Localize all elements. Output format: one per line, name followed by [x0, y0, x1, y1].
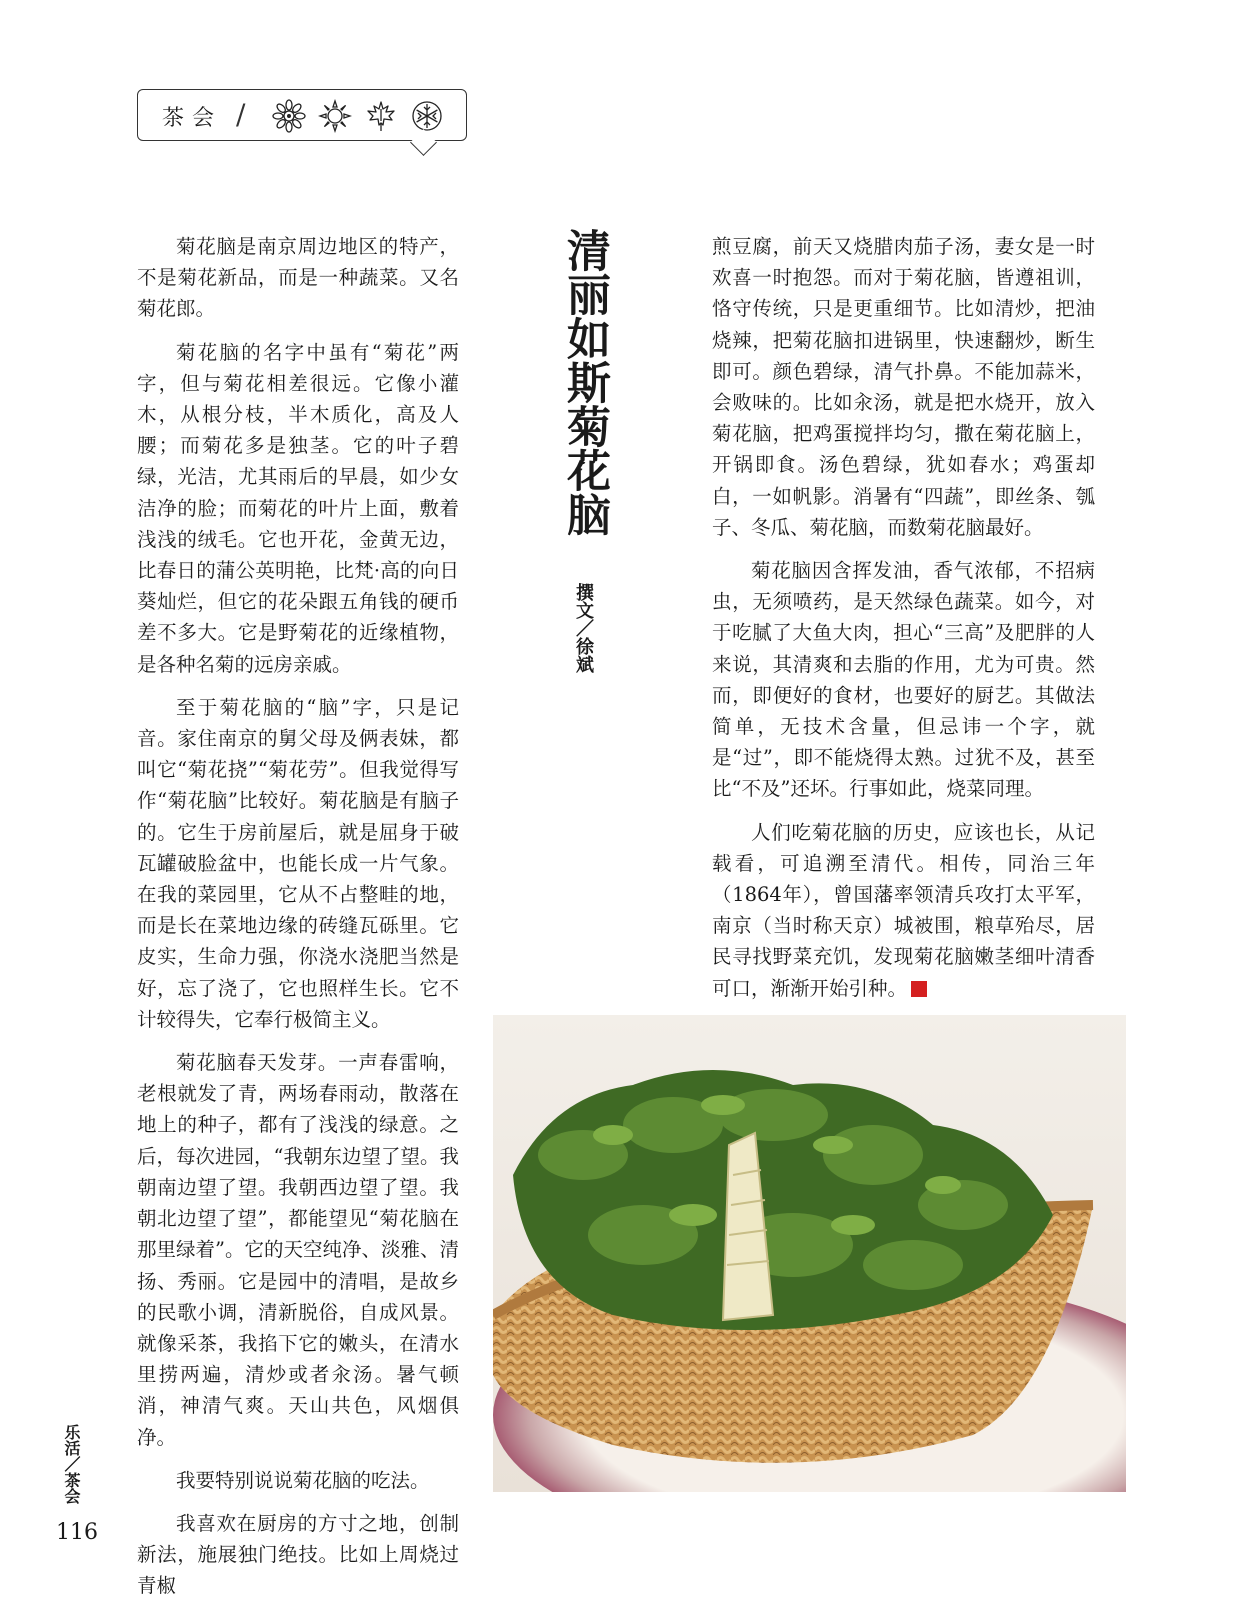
sunflower-icon: [272, 99, 306, 133]
header-divider: /: [236, 98, 246, 131]
section-header-tab: [137, 89, 467, 141]
paragraph-text: 人们吃菊花脑的历史，应该也长，从记载看，可追溯至清代。相传，同治三年（1864年），曾国藩率领清兵攻打太平军，南京（当时称天京）城被围，粮草殆尽，居民寻找野菜充饥，发现菊花脑嫩茎细叶清香可口，渐渐开始引种。: [712, 820, 1095, 1000]
footer-section-label: 乐活／茶会: [62, 1424, 81, 1504]
sun-icon: [318, 99, 352, 133]
paragraph: 菊花脑因含挥发油，香气浓郁，不招病虫，无须喷药，是天然绿色蔬菜。如今，对于吃腻了大鱼大肉，担心“三高”及肥胖的人来说，其清爽和去脂的作用，尤为可贵。然而，即便好的食材，也要好的厨艺。其做法简单，无技术含量，但忌讳一个字，就是“过”，即不能烧得太熟。过犹不及，甚至比“不及”还坏。行事如此，烧菜同理。: [712, 559, 1095, 801]
page-number: 116: [56, 1520, 98, 1545]
right-text-column: [712, 231, 1095, 1016]
snowflake-icon: [410, 99, 444, 133]
paragraph-continuation: 煎豆腐，前天又烧腊肉茄子汤，妻女是一时欢喜一时抱怨。而对于菊花脑，皆遵祖训，恪守传统，只是更重细节。比如清炒，把油烧辣，把菊花脑扣进锅里，快速翻炒，断生即可。颜色碧绿，清气扑鼻。不能加蒜米，会败味的。比如汆汤，就是把水烧开，放入菊花脑，把鸡蛋搅拌均匀，撒在菊花脑上，开锅即食。汤色碧绿，犹如春水；鸡蛋却白，一如帆影。消暑有“四蔬”，即丝条、瓠子、冬瓜、菊花脑，而数菊花脑最好。: [712, 235, 1095, 539]
paragraph: 菊花脑是南京周边地区的特产，不是菊花新品，而是一种蔬菜。又名菊花郎。: [137, 235, 459, 321]
maple-leaf-icon: [364, 99, 398, 133]
paragraph: 菊花脑的名字中虽有“菊花”两字，但与菊花相差很远。它像小灌木，从根分枝，半木质化，高及人腰；而菊花多是独茎。它的叶子碧绿，光洁，尤其雨后的早晨，如少女洁净的脸；而菊花的叶片上面，敷着浅浅的绒毛。它也开花，金黄无边，比春日的蒲公英明艳，比梵·高的向日葵灿烂，但它的花朵跟五角钱的硬币差不多大。它是野菊花的近缘植物，是各种名菊的远房亲戚。: [137, 340, 459, 676]
end-of-article-mark: [911, 981, 927, 997]
paragraph: 我要特别说说菊花脑的吃法。: [176, 1468, 430, 1492]
article-title: 清丽如斯菊花脑: [559, 228, 610, 536]
article-byline: 撰文／徐斌: [573, 583, 594, 673]
paragraph-final: [712, 817, 1095, 1004]
season-icons: [272, 99, 444, 133]
tab-pointer: [410, 129, 437, 156]
chrysanthemum-greens-photo: [493, 1015, 1126, 1492]
paragraph: 至于菊花脑的“脑”字，只是记音。家住南京的舅父母及俩表妹，都叫它“菊花挠”“菊花劳”。但我觉得写作“菊花脑”比较好。菊花脑是有脑子的。它生于房前屋后，就是屈身于破瓦罐破脸盆中，也能长成一片气象。在我的菜园里，它从不占整畦的地，而是长在菜地边缘的砖缝瓦砾里。它皮实，生命力强，你浇水浇肥当然是好，忘了浇了，它也照样生长。它不计较得失，它奉行极简主义。: [137, 695, 459, 1031]
section-title: 茶会: [162, 106, 223, 131]
paragraph: 我喜欢在厨房的方寸之地，创制新法，施展独门绝技。比如上周烧过青椒: [137, 1511, 459, 1598]
paragraph: 菊花脑春天发芽。一声春雷响，老根就发了青，两场春雨动，散落在地上的种子，都有了浅浅的绿意。之后，每次进园，“我朝东边望了望。我朝南边望了望。我朝西边望了望。我朝北边望了望”，都能望见“菊花脑在那里绿着”。它的天空纯净、淡雅、清扬、秀丽。它是园中的清唱，是故乡的民歌小调，清新脱俗，自成风景。就像采茶，我掐下它的嫩头，在清水里捞两遍，清炒或者汆汤。暑气顿消，神清气爽。天山共色，风烟俱净。: [137, 1051, 459, 1449]
left-text-column: [137, 231, 459, 1614]
